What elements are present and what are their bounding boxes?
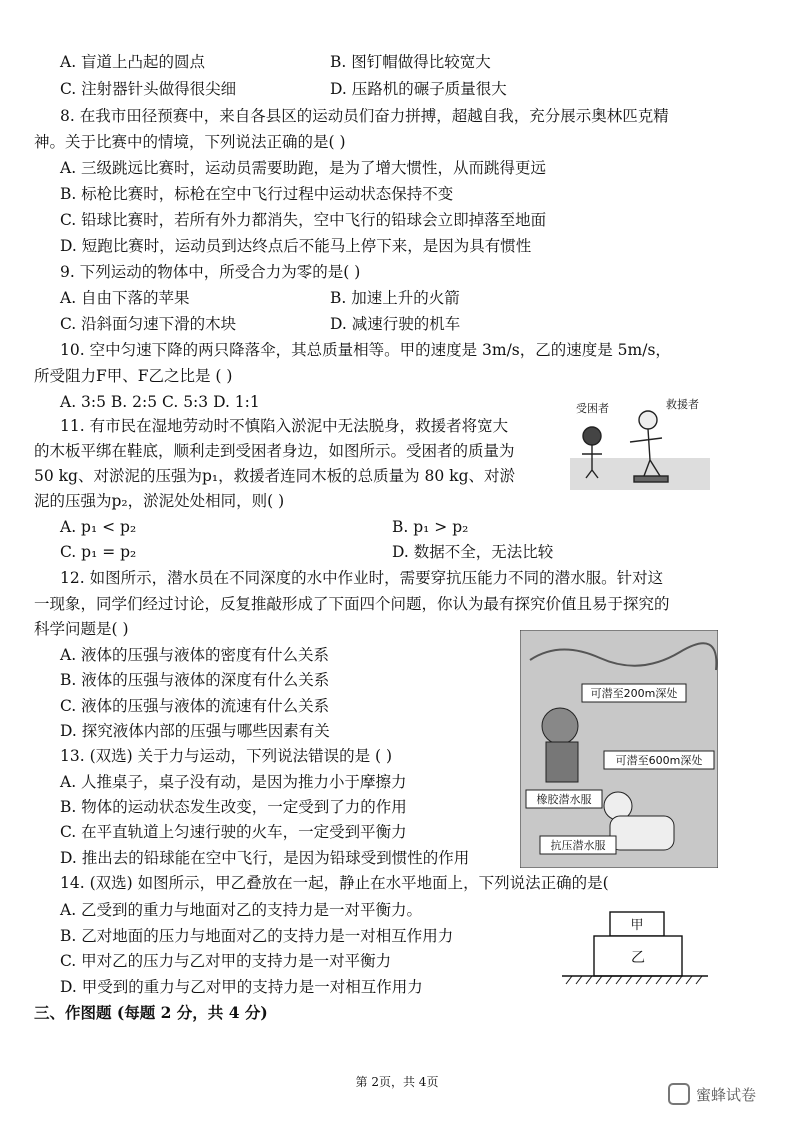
q8-option-b: B. 标枪比赛时，标枪在空中飞行过程中运动状态保持不变 [60,185,454,203]
q13-option-a: A. 人推桌子，桌子没有动，是因为推力小于摩擦力 [60,773,407,791]
ground-hatching [566,976,702,984]
q9-option-a: A. 自由下落的苹果 [60,289,190,307]
q11-option-a: A. p₁ < p₂ [60,518,137,536]
q7-option-d: D. 压路机的碾子质量很大 [330,80,507,98]
page-footer: 第 2页，共 4页 [355,1075,439,1089]
mud-ground [570,458,710,490]
q14-option-c: C. 甲对乙的压力与乙对甲的支持力是一对平衡力 [60,952,392,970]
watermark-logo-icon [668,1083,690,1105]
label-200m: 可潜至200m深处 [590,687,678,700]
watermark-text: 蜜蜂试卷 [696,1085,757,1104]
q12-option-b: B. 液体的压强与液体的深度有什么关系 [60,671,330,689]
q11-figure [570,398,710,490]
rubber-diver-body [546,742,578,782]
q11-option-c: C. p₁ = p₂ [60,543,137,561]
q14-option-b: B. 乙对地面的压力与地面对乙的支持力是一对相互作用力 [60,927,454,945]
q13-option-b: B. 物体的运动状态发生改变，一定受到了力的作用 [60,798,407,816]
q8-stem-line2: 神。关于比赛中的情境，下列说法正确的是( ) [34,133,346,151]
victim-label: 受困者 [576,402,609,415]
q12-stem-line1: 12. 如图所示，潜水员在不同深度的水中作业时，需要穿抗压能力不同的潜水服。针对这 [60,569,664,587]
q7-option-c: C. 注射器针头做得很尖细 [60,80,237,98]
stacked-blocks-illustration [560,906,710,988]
q7-option-b: B. 图钉帽做得比较宽大 [330,53,491,71]
q9-stem: 9. 下列运动的物体中，所受合力为零的是( ) [60,263,361,281]
pressure-diver-body [610,816,674,850]
block-yi-label: 乙 [631,950,645,966]
q8-option-d: D. 短跑比赛时，运动员到达终点后不能马上停下来，是因为具有惯性 [60,237,532,255]
q13-option-c: C. 在平直轨道上匀速行驶的火车，一定受到平衡力 [60,823,407,841]
q11-stem-line2: 的木板平绑在鞋底，顺利走到受困者身边，如图所示。受困者的质量为 [34,442,515,460]
q11-stem-line4: 泥的压强为p₂，淤泥处处相同，则( ) [34,492,285,510]
q11-option-b: B. p₁ > p₂ [392,518,469,536]
q9-option-d: D. 减速行驶的机车 [330,315,461,333]
q9-option-c: C. 沿斜面匀速下滑的木块 [60,315,237,333]
diver-suits-illustration [520,630,718,868]
section-3-title: 三、作图题 (每题 2 分，共 4 分) [34,1003,268,1022]
rubber-diver-head [542,708,578,744]
q13-option-d: D. 推出去的铅球能在空中飞行，是因为铅球受到惯性的作用 [60,849,470,867]
rescuer-label: 救援者 [666,398,699,411]
rescuer-head [639,411,657,429]
q10-options: A. 3:5 B. 2:5 C. 5:3 D. 1:1 [60,393,260,411]
q8-stem-line1: 8. 在我市田径预赛中，来自各县区的运动员们奋力拼搏，超越自我，充分展示奥林匹克精 [60,107,669,125]
q14-stem: 14. (双选) 如图所示，甲乙叠放在一起，静止在水平地面上，下列说法正确的是( [60,874,609,892]
q12-stem-line2: 一现象，同学们经过讨论，反复推敲形成了下面四个问题，你认为最有探究价值且易于探究的 [34,595,670,613]
q10-stem-line2: 所受阻力F甲、F乙之比是 ( ) [34,367,233,385]
watermark [668,1083,756,1105]
victim-head [583,427,601,445]
q12-option-d: D. 探究液体内部的压强与哪些因素有关 [60,722,330,740]
label-600m: 可潜至600m深处 [615,754,703,767]
label-rubber-suit: 橡胶潜水服 [536,793,592,806]
q14-option-a: A. 乙受到的重力与地面对乙的支持力是一对平衡力。 [60,901,423,919]
label-pressure-suit: 抗压潜水服 [550,839,606,852]
q10-stem-line1: 10. 空中匀速下降的两只降落伞，其总质量相等。甲的速度是 3m/s，乙的速度是 5m/s， [60,341,671,359]
q11-option-d: D. 数据不全，无法比较 [392,543,554,561]
q9-option-b: B. 加速上升的火箭 [330,289,460,307]
q8-option-c: C. 铅球比赛时，若所有外力都消失，空中飞行的铅球会立即掉落至地面 [60,211,547,229]
q13-stem: 13. (双选) 关于力与运动，下列说法错误的是 ( ) [60,747,393,765]
q12-stem-line3: 科学问题是( ) [34,620,129,638]
q14-option-d: D. 甲受到的重力与乙对甲的支持力是一对相互作用力 [60,978,423,996]
q12-option-c: C. 液体的压强与液体的流速有什么关系 [60,697,330,715]
mud-rescue-illustration [570,398,710,490]
block-jia-label: 甲 [630,918,644,933]
q12-option-a: A. 液体的压强与液体的密度有什么关系 [60,646,330,664]
q14-figure [560,906,710,988]
q11-stem-line3: 50 kg、对淤泥的压强为p₁，救援者连同木板的总质量为 80 kg、对淤 [34,467,515,485]
q7-option-a: A. 盲道上凸起的圆点 [60,53,206,71]
q12-figure [520,630,718,868]
q11-stem-line1: 11. 有市民在湿地劳动时不慎陷入淤泥中无法脱身，救援者将宽大 [60,417,509,435]
wooden-board [634,476,668,482]
q8-option-a: A. 三级跳远比赛时，运动员需要助跑，是为了增大惯性，从而跳得更远 [60,159,547,177]
